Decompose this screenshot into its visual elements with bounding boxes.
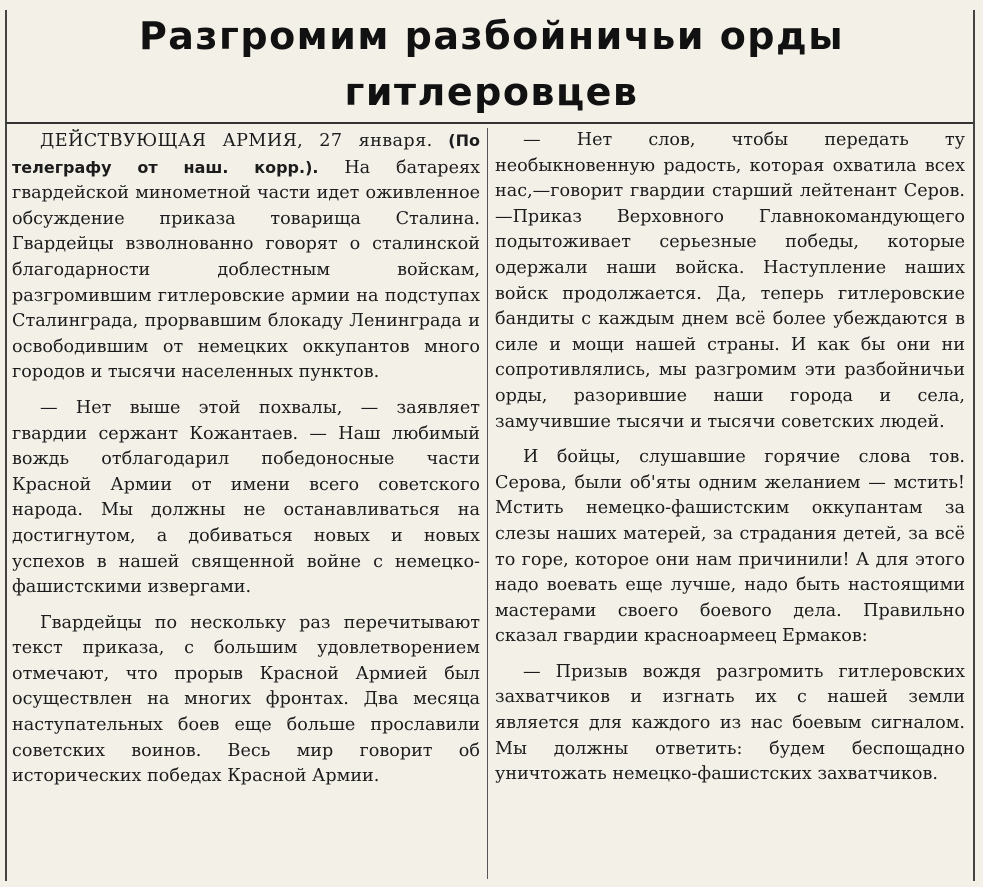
- lead-text: На батареях гвардейской минометной части идет оживленное обсуждение приказа товарища Сталина. Гвардейцы взволнованно говорят о сталинской благодарности доблестным войскам, разгромившим гитлеровские армии на подступах Сталинграда, прорвавшим блокаду Ленинграда и освободившим от немецких оккупантов много городов и тысячи населенных пунктов.: [12, 157, 480, 383]
- headline-rule: [6, 122, 973, 124]
- dateline: ДЕЙСТВУЮЩАЯ АРМИЯ, 27 января.: [40, 131, 433, 151]
- page-edge-right: [973, 10, 975, 881]
- paragraph-5: И бойцы, слушавшие горячие слова тов. Серова, были об'яты одним желанием — мстить! Мстить немецко-фашистским оккупантам за слезы наших матерей, за страдания детей, за всё то горе, которое они нам причинили! А для этого надо воевать еще лучше, надо быть настоящими мастерами своего боевого дела. Правильно сказал гвардии красноармеец Ермаков:: [495, 447, 965, 647]
- paragraph-3: Гвардейцы по нескольку раз перечитывают текст приказа, с большим удовлетворением отмечают, что прорыв Красной Армией был осуществлен на многих фронтах. Два месяца наступательных боев еще больше прославили советских воинов. Весь мир говорит об исторических победах Красной Армии.: [12, 612, 480, 787]
- article-column-right: [495, 128, 965, 798]
- paragraph-4: — Нет слов, чтобы передать ту необыкновенную радость, которая охватила всех нас,—говорит гвардии старший лейтенант Серов.—Приказ Верховного Главнокомандующего подытоживает серьезные победы, которые одержали наши войска. Наступление наших войск продолжается. Да, теперь гитлеровские бандиты с каждым днем всё более убеждаются в силе и мощи нашей страны. И как бы они ни сопротивлялись, мы разгромим эти разбойничьи орды, разорившие наши города и села, замучившие тысячи и тысячи советских людей.: [495, 130, 965, 432]
- headline-line-2: гитлеровцев: [344, 70, 639, 114]
- article-headline: [40, 8, 943, 120]
- page-edge-left: [5, 10, 7, 881]
- headline-line-1: Разгромим разбойничьи орды: [138, 14, 845, 58]
- column-divider: [487, 128, 488, 879]
- paragraph-6: — Призыв вождя разгромить гитлеровских захватчиков и изгнать их с нашей земли является для каждого из нас боевым сигналом. Мы должны ответить: будем беспощадно уничтожать немецко-фашистских захватчиков.: [495, 661, 965, 785]
- paragraph-2: — Нет выше этой похвалы, — заявляет гвардии сержант Кожантаев. — Наш любимый вождь отблагодарил победоносные части Красной Армии от имени всего советского народа. Мы должны не останавливаться на достигнутом, а добиваться новых и новых успехов в нашей священной войне с немецко-фашистскими извергами.: [12, 397, 480, 598]
- lead-paragraph: [12, 128, 480, 386]
- byline: (По телеграфу от наш. корр.).: [12, 131, 480, 177]
- article-column-left: [12, 128, 480, 800]
